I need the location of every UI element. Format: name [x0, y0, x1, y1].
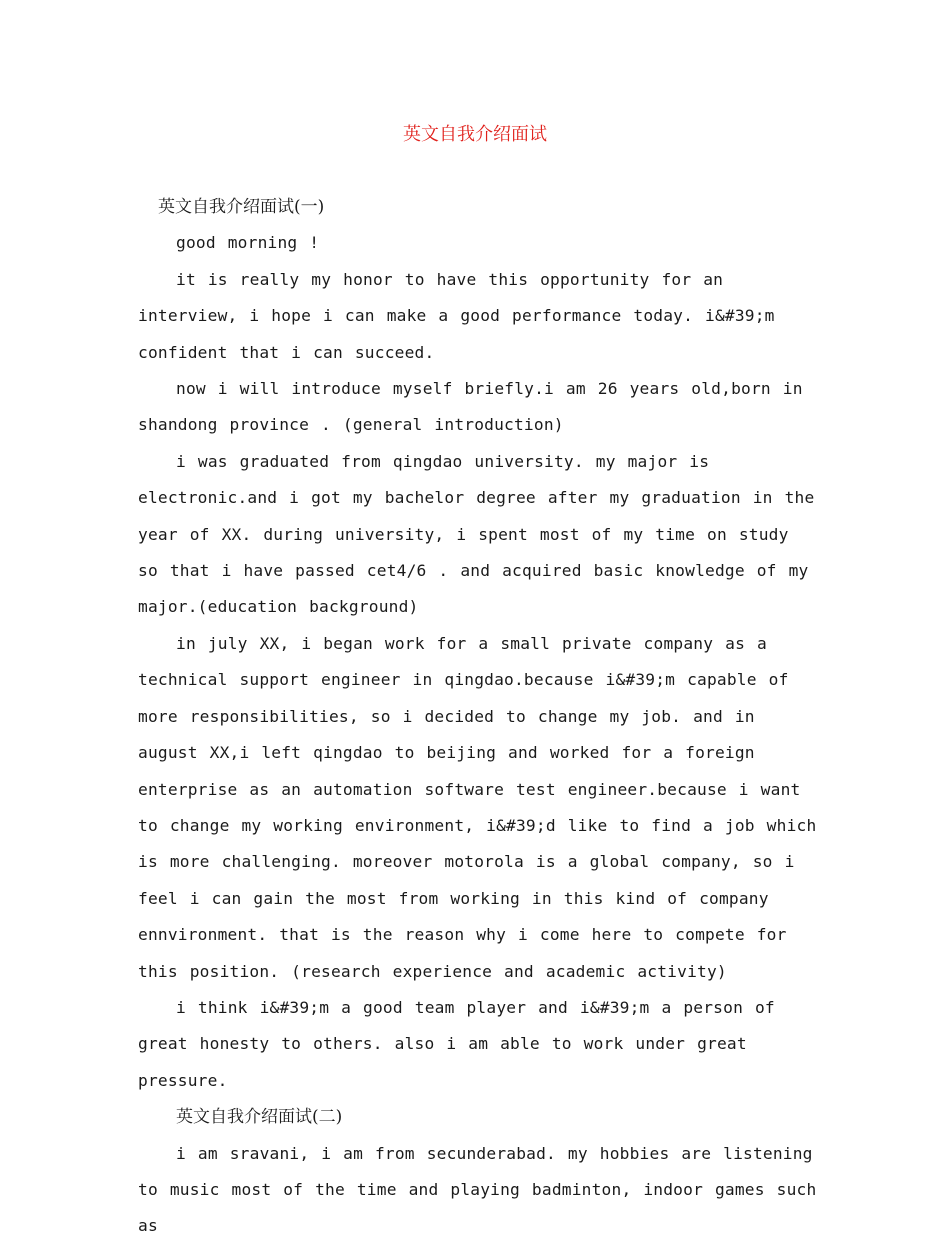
paragraph: good morning !: [176, 233, 320, 253]
document-title: 英文自我介绍面试: [403, 124, 547, 145]
paragraph: in july XX, i began work for a small private company as a technical support engineer in qingdao.because i&#39;m capable of more responsibilities, so i decided to change my job. and in august XX,i left qingdao to beijing and worked for a foreign enterprise as an automation software test engineer.because i want to change my working environment, i&#39;d like to find a job which is more challenging. moreover motorola is a global company, so i feel i can gain the most from working in this kind of company ennvironment. that is the reason why i come here to compete for this position. (research experience and academic activity): [138, 633, 817, 981]
paragraph: i think i&#39;m a good team player and i&#39;m a person of great honesty to others. also i am able to work under great pressure.: [138, 997, 775, 1090]
paragraph: i was graduated from qingdao university. my major is electronic.and i got my bachelor degree after my graduation in the year of XX. during university, i spent most of my time on study so that i have passed cet4/6 . and acquired basic knowledge of my major.(education background): [138, 451, 815, 617]
section-heading-1: 英文自我介绍面试(一): [158, 197, 325, 217]
paragraph: i am sravani, i am from secunderabad. my hobbies are listening to music most of the time and playing badminton, indoor games such as: [138, 1143, 817, 1236]
paragraph: now i will introduce myself briefly.i am 26 years old,born in shandong province . (general introduction): [138, 379, 803, 435]
document-body: [138, 189, 818, 1245]
section-heading-2: 英文自我介绍面试(二): [176, 1107, 343, 1128]
paragraph: it is really my honor to have this opportunity for an interview, i hope i can make a good performance today. i&#39;m confident that i can succeed.: [138, 269, 775, 362]
